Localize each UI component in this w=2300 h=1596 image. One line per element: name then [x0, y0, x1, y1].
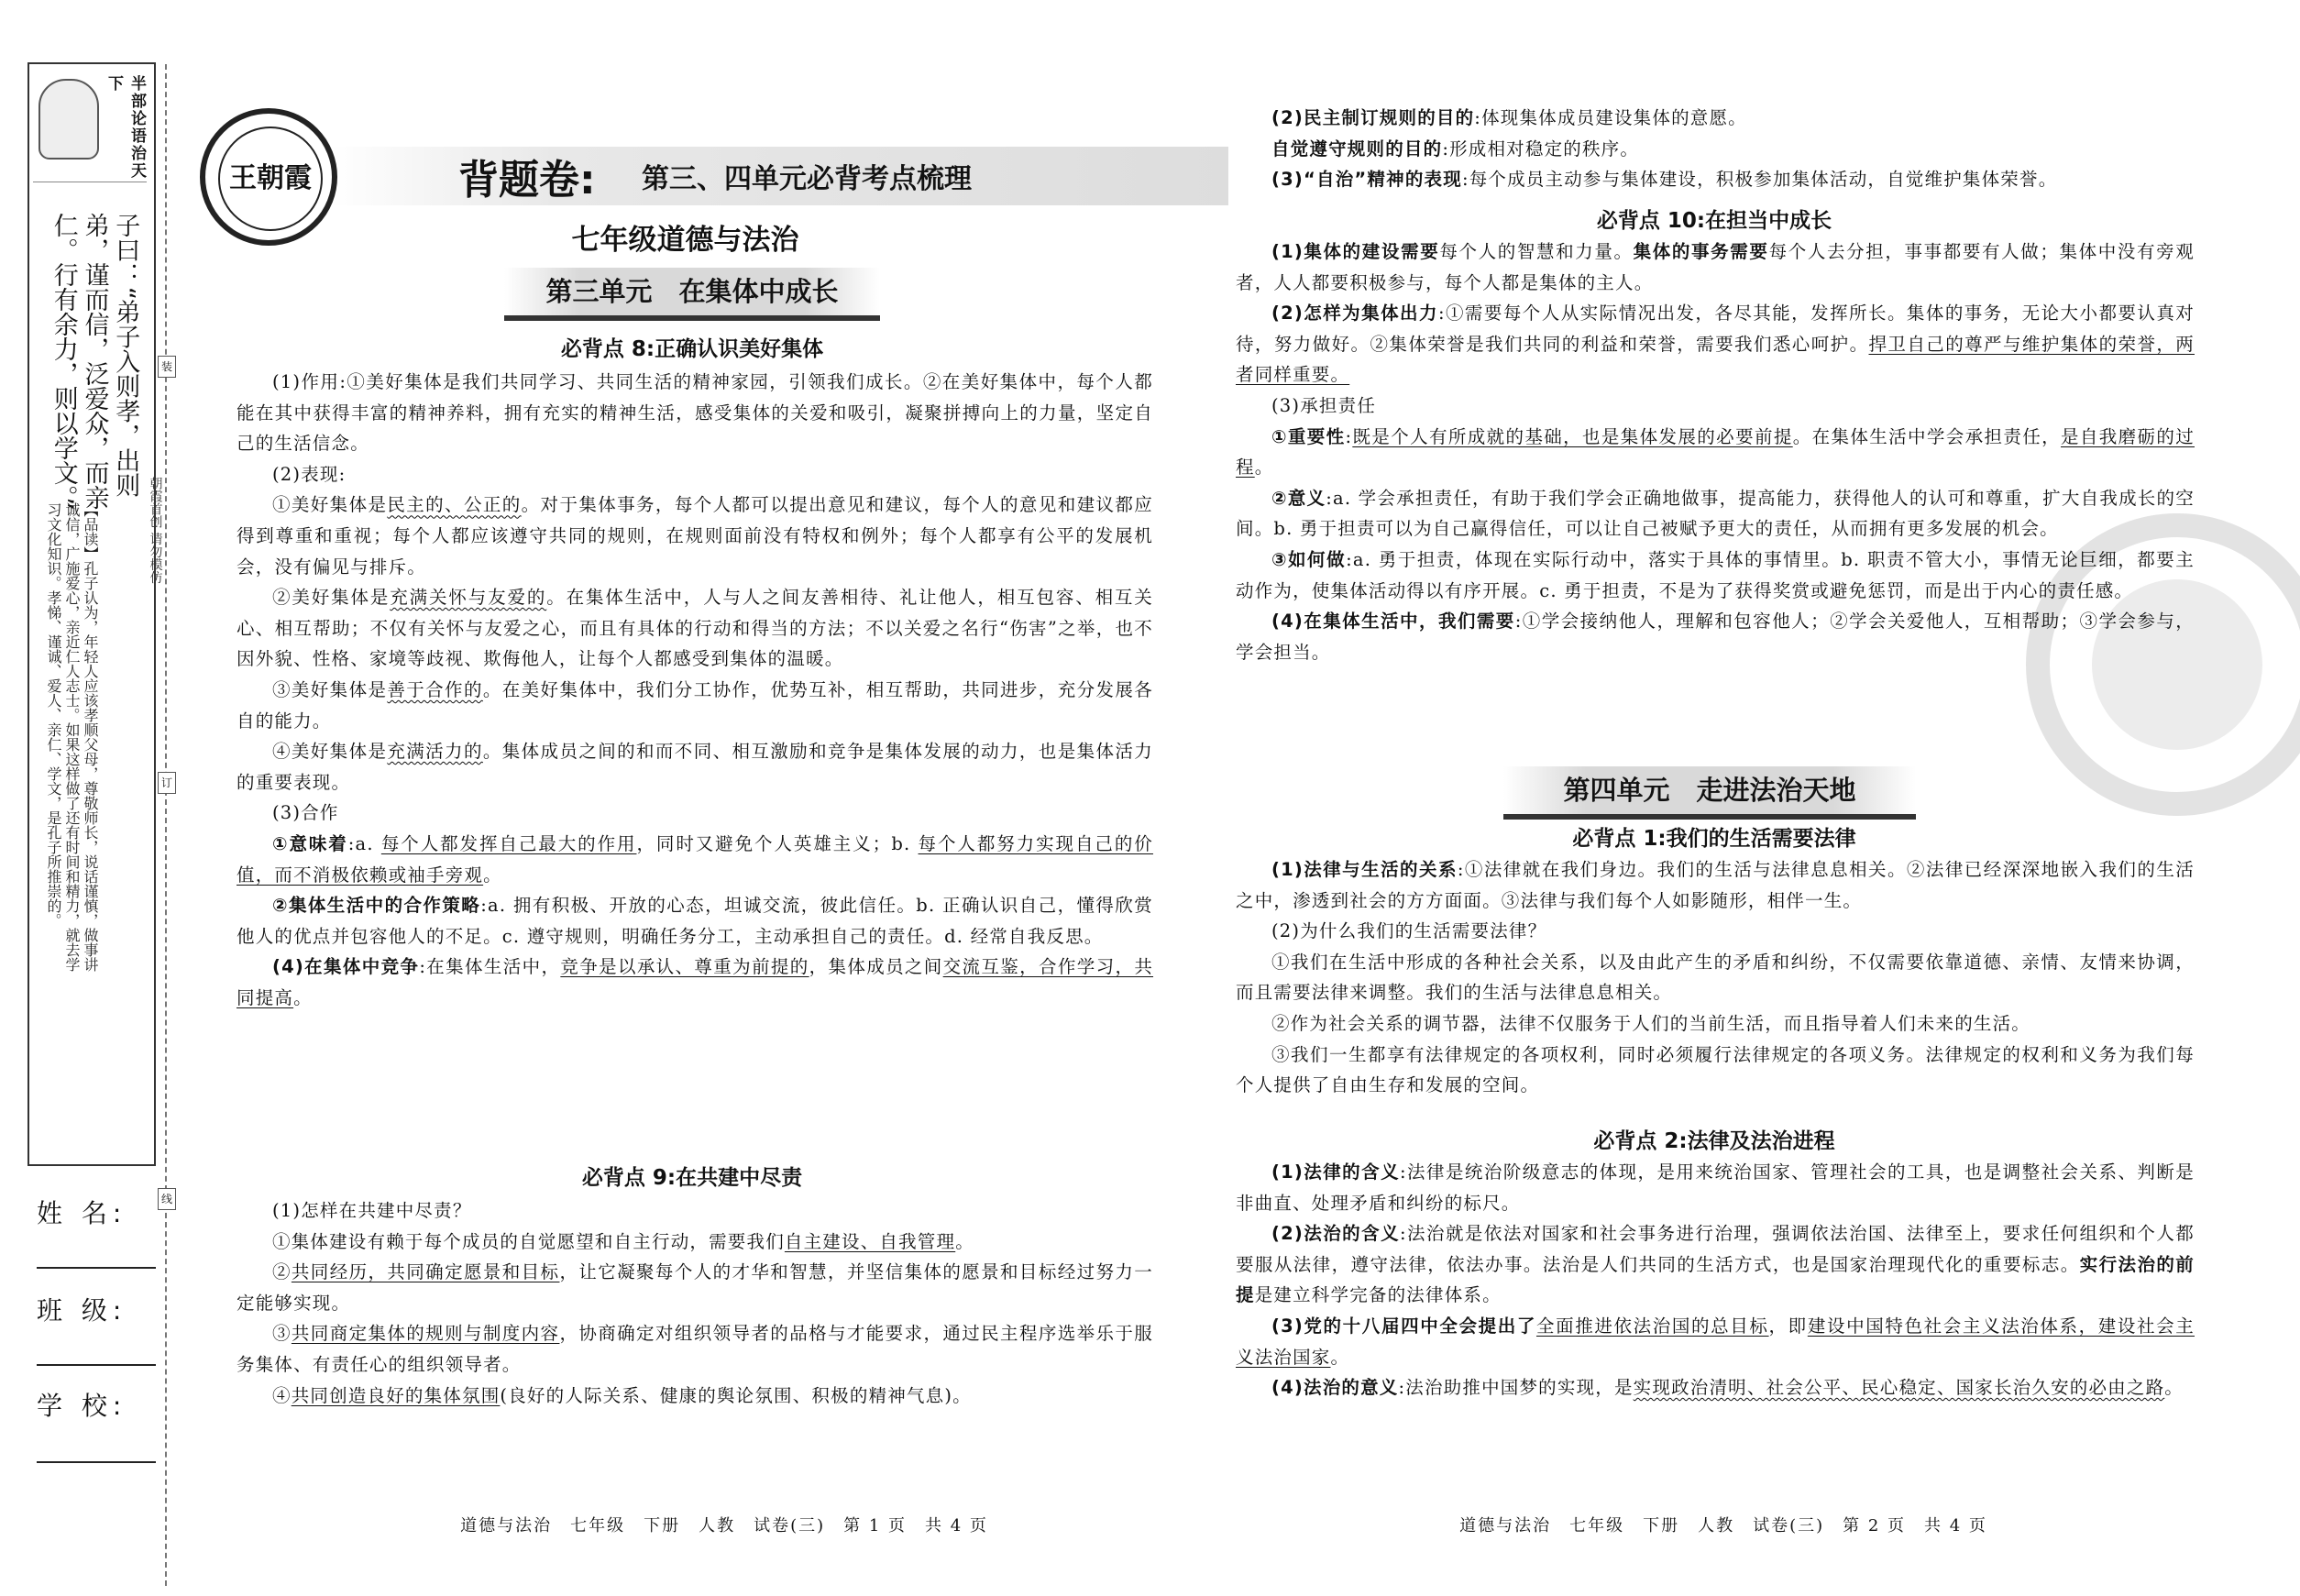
name-field[interactable]	[37, 1267, 156, 1269]
confucius-logo	[33, 72, 147, 182]
fold-line	[165, 64, 167, 1586]
footer-page1: 道德与法治 七年级 下册 人教 试卷(三) 第 1 页 共 4 页	[460, 1516, 988, 1535]
class-label: 班 级:	[37, 1295, 127, 1326]
page-title: 背题卷:	[458, 157, 596, 204]
grade-subject: 七年级道德与法治	[571, 224, 799, 257]
brand-name: 王朝霞	[218, 127, 323, 231]
confucius-portrait-icon	[39, 79, 99, 160]
point2-heading: 必背点 2:法律及法治进程	[1593, 1129, 1835, 1153]
quote-commentary: 【品读】孔子认为，年轻人应该孝顺父母，尊敬师长，说话谨慎，做事讲诚信，广施爱心，亲近仁人志士。如果这样做了还有时间和精力，就去学习文化知识。孝悌、谨诚、爱人、亲仁、学文，是孔子所推崇的。	[45, 502, 99, 972]
point8-body: (1)作用:①美好集体是我们共同学习、共同生活的精神家园，引领我们成长。②在美好集体中，每个人都能在其中获得丰富的精神养料，拥有充实的精神生活，感受集体的关爱和吸引，凝聚拼搏向上的力量，坚定自己的生活信念。 (2)表现: ①美好集体是民主的、公正的。对于集体事务，每个人都可以提出意见和建议，每个人的意见和建议都应得到尊重和重视；每个人都应该遵守共同的规则，在规则面前没有特权和例外；每个人都享有公平的发展机会，没有偏见与排斥。 ②美好集体是充满关怀与友爱的。在集体生活中，人与人之间友善相待、礼让他人，相互包容、相互关心、相互帮助；不仅有关怀与友爱之心，而且有具体的行动和得当的方法；不以关爱之名行“伤害”之举，也不因外貌、性格、家境等歧视、欺侮他人，让每个人都感受到集体的温暖。 ③美好集体是善于合作的。在美好集体中，我们分工协作，优势互补，相互帮助，共同进步，充分发展各自的能力。 ④美好集体是充满活力的。集体成员之间的和而不同、相互激励和竞争是集体发展的动力，也是集体活力的重要表现。 (3)合作 ①意味着:a. 每个人都发挥自己最大的作用，同时又避免个人英雄主义；b. 每个人都努力实现自己的价值，而不消极依赖或袖手旁观。 ②集体生活中的合作策略:a. 拥有积极、开放的心态，坦诚交流，彼此信任。b. 正确认识自己，懂得欣赏他人的优点并包容他人的不足。c. 遵守规则，明确任务分工，主动承担自己的责任。d. 经常自我反思。 (4)在集体中竞争:在集体生活中，竞争是以承认、尊重为前提的，集体成员之间交流互鉴，合作学习，共同提高。	[237, 371, 1154, 1008]
school-field[interactable]	[37, 1461, 156, 1463]
point1-body: (1)法律与生活的关系:①法律就在我们身边。我们的生活与法律息息相关。②法律已经深深地嵌入我们的生活之中，渗透到社会的方方面面。③法律与我们每个人如影随形，相伴一生。 (2)为什么我们的生活需要法律？ ①我们在生活中形成的各种社会关系，以及由此产生的矛盾和纠纷，不仅需要依靠道德、亲情、友情来协调，而且需要法律来调整。我们的生活与法律息息相关。 ②作为社会关系的调节器，法律不仅服务于人们的当前生活，而且指导着人们未来的生活。 ③我们一生都享有法律规定的各项权利，同时必须履行法律规定的各项义务。法律规定的权利和义务为我们每个人提供了自由生存和发展的空间。	[1236, 859, 2195, 1096]
analects-quote: 子曰：“弟子入则孝，出则弟，谨而信，泛爱众，而亲仁。行有余力，则以学文。”	[49, 213, 140, 511]
school-label: 学 校:	[37, 1391, 127, 1421]
point10-body: (1)集体的建设需要每个人的智慧和力量。集体的事务需要每个人去分担，事事都要有人做；集体中没有旁观者，人人都要积极参与，每个人都是集体的主人。 (2)怎样为集体出力:①需要每个人从实际情况出发，各尽其能，发挥所长。集体的事务，无论大小都要认真对待，努力做好。②集体荣誉是我们共同的利益和荣誉，需要我们悉心呵护。捍卫自己的尊严与维护集体的荣誉，两者同样重要。 (3)承担责任 ①重要性:既是个人有所成就的基础，也是集体发展的必要前提。在集体生活中学会承担责任，是自我磨砺的过程。 ②意义:a. 学会承担责任，有助于我们学会正确地做事，提高能力，获得他人的认可和尊重，扩大自我成长的空间。b. 勇于担责可以为自己赢得信任，可以让自己被赋予更大的责任，从而拥有更多发展的机会。 ③如何做:a. 勇于担责，体现在实际行动中，落实于具体的事情里。b. 职责不管大小，事情无论巨细，都要主动作为，使集体活动得以有序开展。c. 勇于担责，不是为了获得奖赏或避免惩罚，而是出于内心的责任感。 (4)在集体生活中，我们需要:①学会接纳他人，理解和包容他人；②学会关爱他人，互相帮助；③学会参与，学会担当。	[1236, 241, 2195, 663]
fold-mark-1: 装	[158, 356, 176, 378]
class-field[interactable]	[37, 1364, 156, 1366]
point1-heading: 必背点 1:我们的生活需要法律	[1572, 827, 1856, 851]
point8-heading: 必背点 8:正确认识美好集体	[560, 337, 824, 361]
fold-mark-3: 线	[158, 1188, 176, 1210]
unit3-banner: 第三单元 在集体中成长	[504, 268, 880, 321]
point9-heading: 必背点 9:在共建中尽责	[581, 1166, 803, 1190]
point2-body: (1)法律的含义:法律是统治阶级意志的体现，是用来统治国家、管理社会的工具，也是调整社会关系、判断是非曲直、处理矛盾和纠纷的标尺。 (2)法治的含义:法治就是依法对国家和社会事务进行治理，强调依法治国、法律至上，要求任何组织和个人都要服从法律，遵守法律，依法办事。法治是人们共同的生活方式，也是国家治理现代化的重要标志。实行法治的前提是建立科学完备的法律体系。 (3)党的十八届四中全会提出了全面推进依法治国的总目标，即建设中国特色社会主义法治体系，建设社会主义法治国家。 (4)法治的意义:法治助推中国梦的实现，是实现政治清明、社会公平、民心稳定、国家长治久安的必由之路。	[1236, 1161, 2195, 1399]
logo-motto: 半部论语治天下	[105, 75, 146, 180]
copyright-tag: 朝霞首创 请勿模仿	[148, 477, 163, 584]
point10-heading: 必背点 10:在担当中成长	[1596, 209, 1832, 233]
page-subtitle: 第三、四单元必背考点梳理	[642, 163, 972, 195]
rules-section: (2)民主制订规则的目的:体现集体成员建设集体的意愿。 自觉遵守规则的目的:形成相对稳定的秩序。 (3)“自治”精神的表现:每个成员主动参与集体建设，积极参加集体活动，自觉维护集体荣誉。	[1271, 107, 2058, 191]
name-label: 姓 名:	[37, 1198, 127, 1228]
fold-mark-2: 订	[158, 772, 176, 794]
footer-page2: 道德与法治 七年级 下册 人教 试卷(三) 第 2 页 共 4 页	[1459, 1516, 1987, 1535]
point9-body: (1)怎样在共建中尽责？ ①集体建设有赖于每个成员的自觉愿望和自主行动，需要我们自主建设、自我管理。 ②共同经历，共同确定愿景和目标，让它凝聚每个人的才华和智慧，并坚信集体的愿景和目标经过努力一定能够实现。 ③共同商定集体的规则与制度内容，协商确定对组织领导者的品格与才能要求，通过民主程序选举乐于服务集体、有责任心的组织领导者。 ④共同创造良好的集体氛围(良好的人际关系、健康的舆论氛围、积极的精神气息)。	[237, 1200, 1154, 1406]
unit4-banner: 第四单元 走进法治天地	[1503, 766, 1916, 820]
